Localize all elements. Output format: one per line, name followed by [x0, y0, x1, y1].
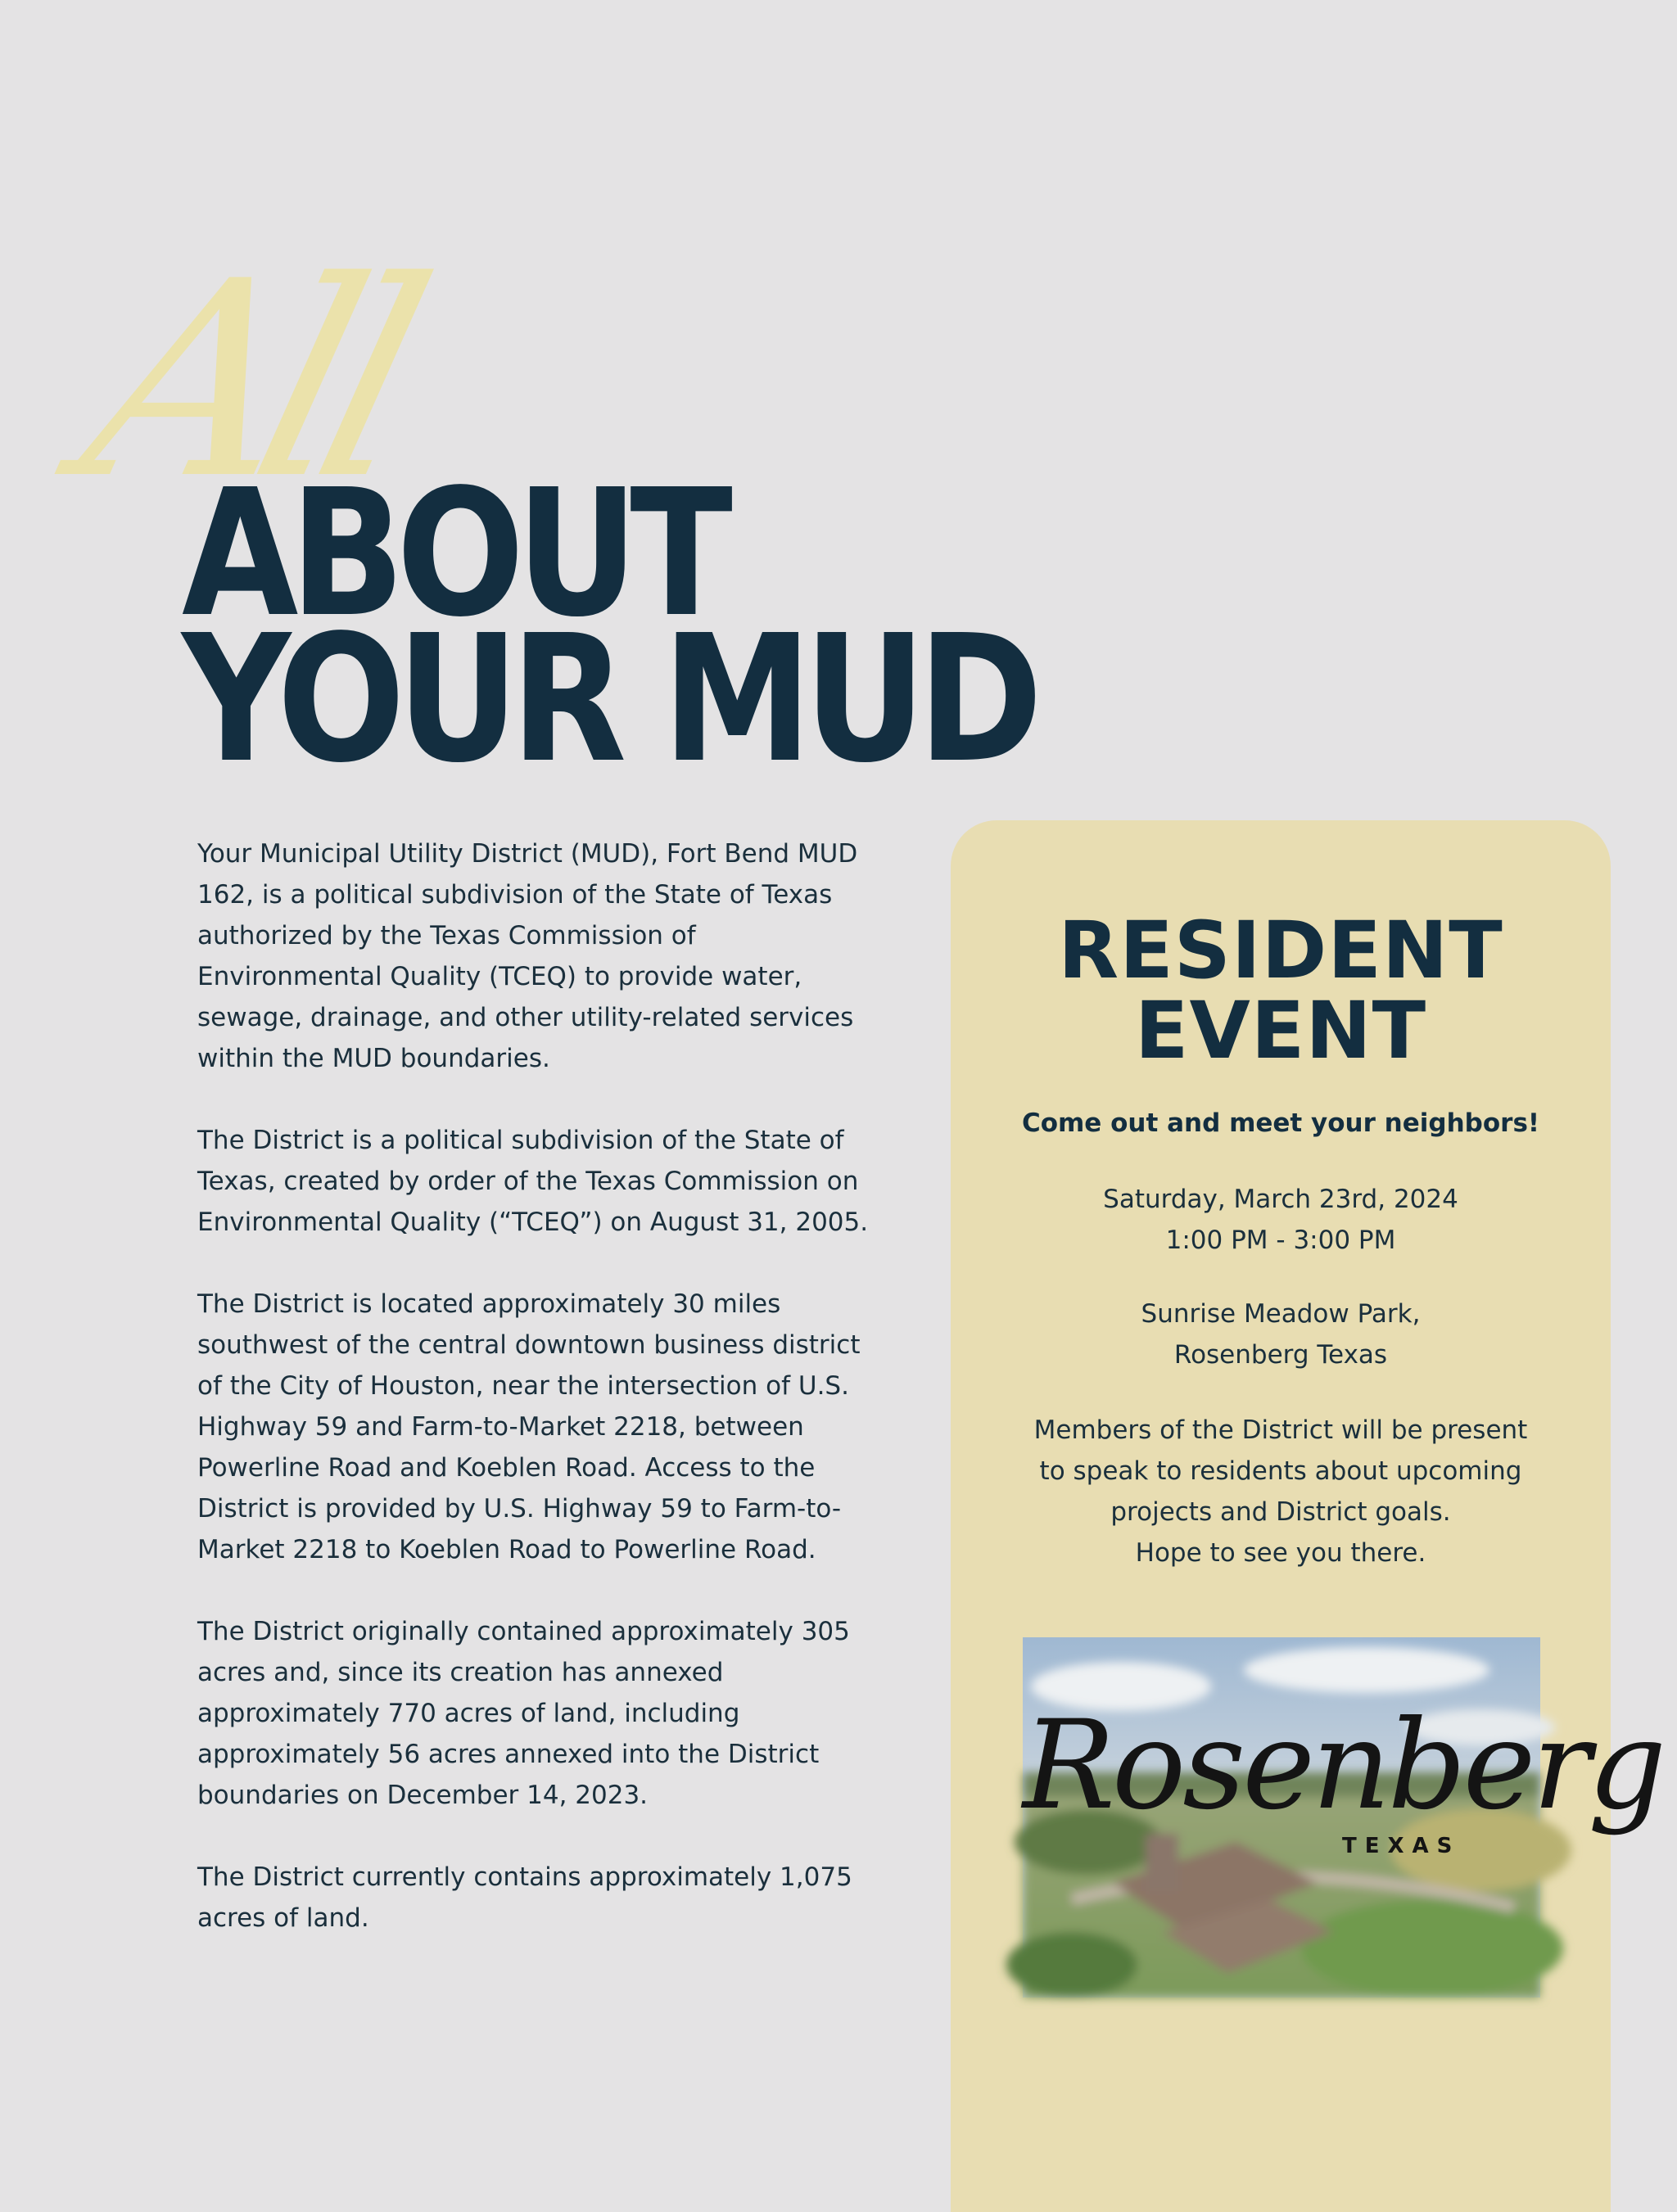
event-location — [951, 1293, 1611, 1375]
event-location-line-1: Sunrise Meadow Park, — [1141, 1299, 1421, 1329]
resident-event-card — [951, 820, 1664, 2212]
event-note-line-4: Hope to see you there. — [1135, 1538, 1426, 1568]
paragraph-current-acreage: The District currently contains approximately 1,075 acres of land. — [197, 1862, 852, 1933]
event-note-line-3: projects and District goals. — [1110, 1497, 1451, 1527]
page-title-line-1: ABOUT — [182, 452, 725, 656]
event-location-line-2: Rosenberg Texas — [1173, 1340, 1388, 1370]
paragraph-creation: The District is a political subdivision of the State of Texas, created by order of the Texas Commission on Environmental Quality (“TCEQ”) on August 31, 2005. — [197, 1126, 869, 1237]
event-title-line-1: RESIDENT — [1058, 905, 1503, 996]
page-title — [182, 452, 1035, 801]
district-info — [197, 833, 877, 1980]
paragraph-overview: Your Municipal Utility District (MUD), Fort Bend MUD 162, is a political subdivision of the State of Texas authorized by the Texas Commission of Environmental Quality (TCEQ) to provide water, sewage, drainage, and other utility-related services within the MUD boundaries. — [197, 839, 858, 1073]
paragraph-acreage: The District originally contained approximately 305 acres and, since its creation has annexed approximately 770 acres of land, including approximately 56 acres annexed into the District boundaries on December 14, 2023. — [197, 1617, 850, 1810]
event-time: 1:00 PM - 3:00 PM — [1165, 1226, 1396, 1255]
rosenberg-park-image — [1023, 1637, 1664, 1998]
event-datetime — [951, 1179, 1611, 1261]
event-title — [951, 905, 1611, 1077]
rosenberg-logo-sub: TEXAS — [1342, 1834, 1461, 1858]
event-date: Saturday, March 23rd, 2024 — [1103, 1185, 1458, 1214]
event-note-line-2: to speak to residents about upcoming — [1039, 1456, 1522, 1486]
event-note — [951, 1410, 1611, 1573]
decorative-script-word: All — [59, 223, 432, 538]
event-title-line-2: EVENT — [1134, 985, 1427, 1077]
paragraph-location: The District is located approximately 30 miles southwest of the central downtown business district of the City of Houston, near the intersection of U.S. Highway 59 and Farm-to-Market 2218, between Powerline Road and Koeblen Road. Access to the District is provided by U.S. Highway 59 to Farm-to-Market 2218 to Koeblen Road to Powerline Road. — [197, 1289, 861, 1564]
event-note-line-1: Members of the District will be present — [1033, 1415, 1528, 1445]
rosenberg-logo-script: Rosenberg — [1023, 1695, 1664, 1837]
event-tagline: Come out and meet your neighbors! — [1021, 1108, 1540, 1138]
page-title-line-2: YOUR MUD — [182, 598, 1035, 801]
